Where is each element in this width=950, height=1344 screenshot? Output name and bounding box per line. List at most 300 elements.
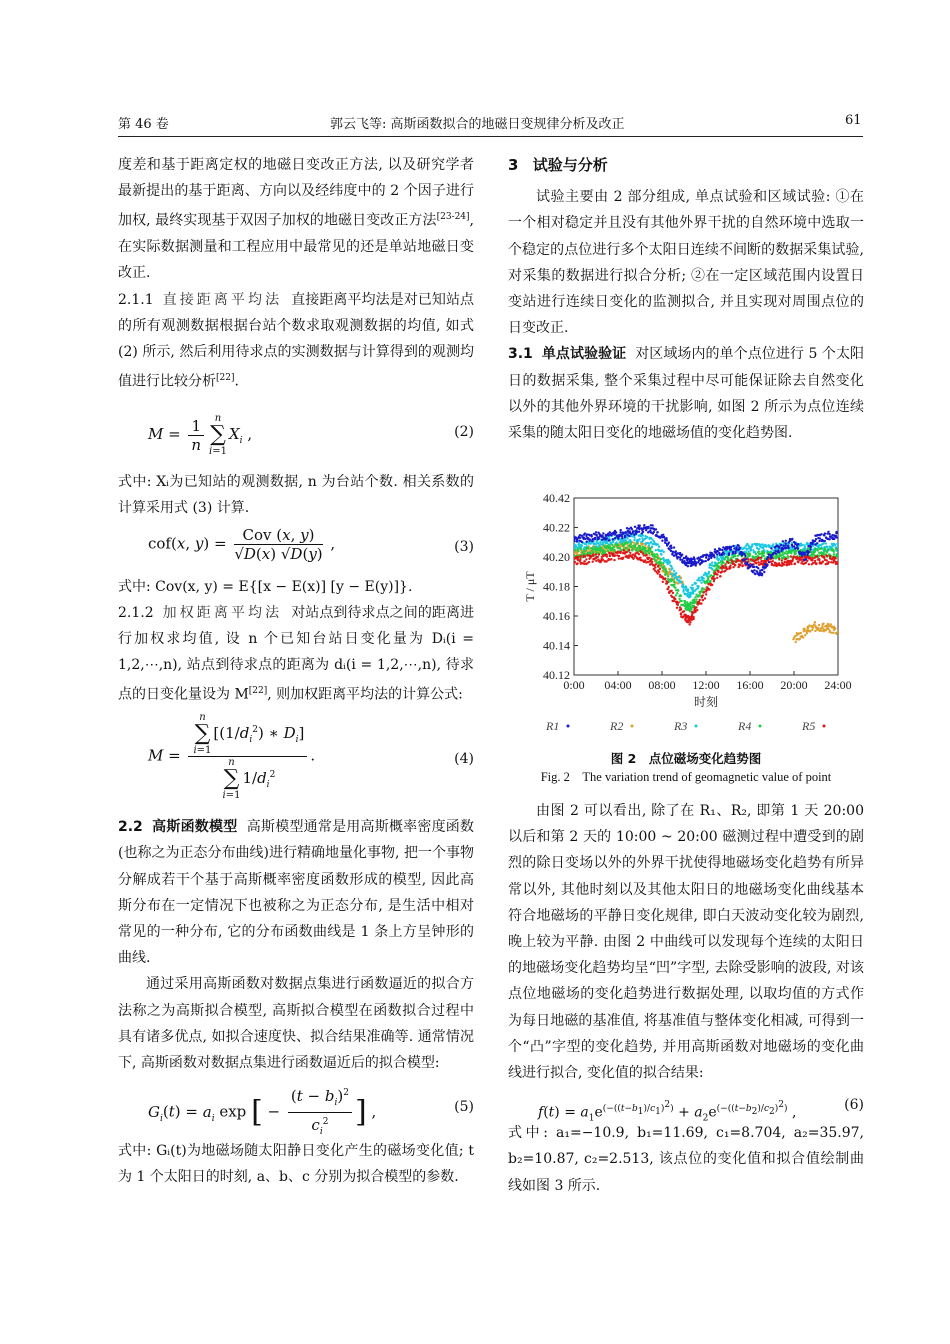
data-point [613,546,615,548]
data-point [729,567,731,569]
data-point [695,563,697,565]
page-number: 61 [845,113,862,128]
data-point [654,555,656,557]
data-point [673,583,675,585]
data-point [626,527,628,529]
paragraph-method-summary: 度差和基于距离定权的地磁日变改正方法, 以及研究学者最新提出的基于距离、方向以及经纬度中的 2 个因子进行加权, 最终实现基于双因子加权的地磁日变改正方法[23-24], 在实际数据测量和工程应用中最常见的还是单站地磁日变改正. [118,157,474,282]
data-point [822,542,824,544]
data-point [576,539,578,541]
data-point [648,544,650,546]
data-point [662,534,664,536]
data-point [683,600,685,602]
data-point [791,559,793,561]
data-point [823,550,825,552]
data-point [660,553,662,555]
data-point [608,539,610,541]
data-point [730,546,732,548]
y-tick-label: 40.12 [543,668,570,682]
data-point [673,581,675,583]
data-point [590,534,592,536]
data-point [677,590,679,592]
data-point [822,623,824,625]
data-point [674,598,676,600]
data-point [800,632,802,634]
legend-marker [759,725,762,728]
data-point [672,592,674,594]
data-point [705,560,707,562]
data-point [602,532,604,534]
data-point [657,565,659,567]
data-point [818,559,820,561]
data-point [814,621,816,623]
section-3-1: 3.1 单点试验验证 对区域场内的单个点位进行 5 个太阳日的数据采集, 整个采集过程中尽可能保证除去自然变化以外的其他外界环境的干扰影响, 如图 2 所示为点位连续采集的随太阳日变化的地磁场值的变化趋势图. [508,346,865,442]
data-point [595,531,597,533]
x-tick-label: 0:00 [563,678,585,692]
data-point [630,546,632,548]
data-point [660,558,662,560]
data-point [816,549,818,551]
data-point [692,616,694,618]
data-point [723,553,725,555]
data-point [829,538,831,540]
data-point [661,540,663,542]
data-point [833,551,835,553]
data-point [824,532,826,534]
data-point [651,551,653,553]
equation-2: M = $\frac{1}{n}$ n ∑ $i=1X_i$ , (2) [148,413,474,458]
x-tick-label: 16:00 [736,678,764,692]
data-point [662,581,664,583]
data-point [634,526,636,528]
data-point [721,549,723,551]
data-point [704,597,706,599]
data-point [724,563,726,565]
data-point [646,536,648,538]
data-point [751,543,753,545]
data-point [758,548,760,550]
data-point [634,545,636,547]
data-point [717,571,719,573]
data-point [667,588,669,590]
data-point [758,550,760,552]
data-point [642,531,644,533]
data-point [763,571,765,573]
data-point [575,544,577,546]
data-point [812,626,814,628]
data-point [815,538,817,540]
paragraph-gauss-fit: 通过采用高斯函数对数据点集进行函数逼近的拟合方法称之为高斯拟合模型, 高斯拟合模型在函数拟合过程中具有诸多优点, 如拟合速度快、拟合结果准确等. 通常情况下, 高斯函数对数据点集进行函数逼近后的拟合模型: [118,976,474,1072]
data-point [757,561,759,563]
citation: [23-24] [436,212,470,223]
data-point [606,555,608,557]
data-point [611,544,613,546]
data-point [599,549,601,551]
data-point [797,547,799,549]
data-point [827,623,829,625]
data-point [665,570,667,572]
data-point [790,551,792,553]
data-point [726,568,728,570]
data-point [639,546,641,548]
data-point [708,588,710,590]
data-point [671,579,673,581]
data-point [797,633,799,635]
figure-2-chart [508,478,864,740]
data-point [802,636,804,638]
data-point [757,567,759,569]
data-point [828,533,830,535]
data-point [787,556,789,558]
data-point [785,550,787,552]
section-2-1-1: 2.1.1 直接距离平均法 直接距离平均法是对已知站点的所有观测数据根据台站个数求取观测数据的均值, 如式 (2) 所示, 然后利用待求点的实测数据与计算得到的观测均值进行比较分析[22]. [118,291,475,390]
citation: [22] [248,686,268,697]
data-point [810,546,812,548]
data-point [778,558,780,560]
data-point [660,562,662,564]
data-point [785,540,787,542]
data-point [628,549,630,551]
data-point [722,562,724,564]
data-point [804,634,806,636]
data-point [818,624,820,626]
data-point [680,555,682,557]
data-point [709,580,711,582]
data-point [746,562,748,564]
data-point [718,552,720,554]
running-title: 郭云飞等: 高斯函数拟合的地磁日变规律分析及改正 [330,117,625,132]
data-point [743,546,745,548]
volume-label: 第 46 卷 [118,117,169,132]
data-point [610,558,612,560]
data-point [614,537,616,539]
data-point [768,561,770,563]
data-point [761,560,763,562]
data-point [835,548,837,550]
data-point [631,528,633,530]
data-point [579,558,581,560]
x-tick-label: 04:00 [604,678,632,692]
data-point [675,594,677,596]
data-point [797,543,799,545]
data-point [579,537,581,539]
x-tick-label: 12:00 [692,678,720,692]
data-point [668,568,670,570]
data-point [753,560,755,562]
data-point [632,558,634,560]
data-point [747,550,749,552]
equation-5: $G_i(t) = a_i$ exp [ − $\frac{(t - b_i)^2}{c_i^2}$ ] , (5) [118,1076,474,1138]
data-point [631,535,633,537]
data-point [756,570,758,572]
data-point [749,554,751,556]
data-point [708,572,710,574]
data-point [653,531,655,533]
data-point [663,565,665,567]
y-tick-label: 40.14 [543,638,570,653]
data-point [673,570,675,572]
data-point [772,543,774,545]
data-point [753,566,755,568]
data-point [713,565,715,567]
data-point [649,530,651,532]
data-point [835,557,837,559]
data-point [655,549,657,551]
data-point [705,593,707,595]
data-point [642,546,644,548]
data-point [695,606,697,608]
data-point [707,583,709,585]
equation-6-note: 式中: a₁=−10.9, b₁=11.69, c₁=8.704, a₂=35.97, b₂=10.87, c₂=2.513, 该点位的变化值和拟合值绘制曲线如图 3 所示. [508,1125,864,1194]
data-point [592,561,594,563]
data-point [689,595,691,597]
data-point [675,550,677,552]
data-point [708,558,710,560]
data-point [657,543,659,545]
data-point [784,544,786,546]
data-point [669,561,671,563]
y-tick-label: 40.20 [543,550,570,564]
data-point [615,531,617,533]
data-point [797,561,799,563]
section-title: 单点试验验证 [541,346,627,363]
data-point [818,540,820,542]
legend-marker [567,725,570,728]
data-point [617,544,619,546]
data-point [691,584,693,586]
data-point [618,555,620,557]
data-point [584,549,586,551]
data-point [816,542,818,544]
data-point [820,533,822,535]
data-point [594,538,596,540]
data-point [826,546,828,548]
data-point [651,546,653,548]
data-point [721,554,723,556]
data-point [751,564,753,566]
data-point [592,553,594,555]
data-point [671,567,673,569]
data-point [683,610,685,612]
data-point [583,563,585,565]
data-point [742,564,744,566]
data-point [716,553,718,555]
equation-3: cof(x, y) = $\frac{\text{Cov (x, y)}}{√D(x) √D(y)}$ , (3) [148,525,474,563]
section-2-2: 2.2 高斯函数模型 高斯模型通常是用高斯概率密度函数(也称之为正态分布曲线)进行精确地量化事物, 把一个事物分解成若干个基于高斯概率密度函数形成的模型, 因此高斯分布在一定情况下也被称之为正态分布, 是生活中相对常见的一种分布, 它的分布函数曲线是 1 条上方呈钟形的曲线. [118,819,475,967]
y-tick-label: 40.22 [543,520,570,535]
data-point [695,599,697,601]
data-point [727,562,729,564]
legend-label: R1 [546,719,560,733]
data-point [816,555,818,557]
data-point [655,560,657,562]
data-point [699,599,701,601]
data-point [700,602,702,604]
data-point [794,552,796,554]
data-point [787,547,789,549]
data-point [655,563,657,565]
data-point [761,574,763,576]
data-point [810,548,812,550]
data-point [597,542,599,544]
data-point [703,588,705,590]
data-point [657,557,659,559]
data-point [730,548,732,550]
data-point [758,557,760,559]
data-point [702,594,704,596]
data-point [624,536,626,538]
data-point [746,548,748,550]
legend-label: R3 [674,719,688,733]
citation: [22] [216,373,235,384]
data-point [648,557,650,559]
data-point [620,529,622,531]
data-point [803,629,805,631]
data-point [584,555,586,557]
data-point [680,595,682,597]
section-title: 试验与分析 [532,156,608,174]
data-point [804,546,806,548]
data-point [714,578,716,580]
equation-2-note: 式中: Xᵢ为已知站的观测数据, n 为台站个数. 相关系数的计算采用式 (3) 计算. [118,474,474,517]
data-point [663,551,665,553]
data-point [760,557,762,559]
data-point [754,572,756,574]
data-point [738,560,740,562]
data-point [614,554,616,556]
data-point [629,530,631,532]
data-point [820,548,822,550]
section-title: 高斯函数模型 [152,819,238,836]
data-point [658,546,660,548]
data-point [778,551,780,553]
data-point [795,550,797,552]
data-point [580,548,582,550]
data-point [761,569,763,571]
data-point [799,638,801,640]
data-point [733,547,735,549]
data-point [668,586,670,588]
right-column-top [508,152,864,446]
data-point [814,630,816,632]
data-point [613,559,615,561]
data-point [674,574,676,576]
data-point [644,547,646,549]
data-point [635,542,637,544]
data-point [609,555,611,557]
data-point [659,568,661,570]
data-point [832,632,834,634]
data-point [827,531,829,533]
data-point [687,588,689,590]
data-point [826,555,828,557]
data-point [724,558,726,560]
data-point [676,592,678,594]
data-point [576,562,578,564]
data-point [717,562,719,564]
data-point [739,564,741,566]
data-point [700,562,702,564]
data-point [580,555,582,557]
data-point [633,539,635,541]
data-point [785,557,787,559]
data-point [688,623,690,625]
data-point [606,537,608,539]
data-point [629,542,631,544]
data-point [738,545,740,547]
legend-label: R5 [802,719,816,733]
data-point [719,575,721,577]
data-point [741,562,743,564]
data-point [721,570,723,572]
data-point [639,525,641,527]
data-point [808,563,810,565]
data-point [612,541,614,543]
data-point [625,539,627,541]
data-point [598,537,600,539]
equation-number: (5) [454,1099,474,1116]
data-point [694,596,696,598]
section-title: 直接距离平均法 [162,291,283,308]
figure-2-caption: 图 2 点位磁场变化趋势图 Fig. 2 The variation trend of geomagnetic value of point [540,751,832,784]
data-point [818,554,820,556]
data-point [610,534,612,536]
data-point [763,555,765,557]
data-point [645,554,647,556]
data-point [625,531,627,533]
x-tick-label: 08:00 [648,678,676,692]
data-point [660,564,662,566]
data-point [685,586,687,588]
data-point [679,552,681,554]
data-point [632,548,634,550]
data-point [790,563,792,565]
data-point [638,553,640,555]
section-2-1-2: 2.1.2 加权距离平均法 对站点到待求点之间的距离进行加权求均值, 设 n 个已知台站日变化量为 Dᵢ(i = 1,2,⋯,n), 站点到待求点的距离为 dᵢ(i = 1,2,⋯,n), 待求点的日变化量设为 M[22], 则加权距离平均法的计算公式: [118,604,475,704]
data-point [753,569,755,571]
data-point [824,540,826,542]
data-point [706,573,708,575]
data-point [599,541,601,543]
data-point [680,608,682,610]
data-point [767,556,769,558]
data-point [714,548,716,550]
x-axis-label: 时刻 [693,695,719,709]
data-point [711,584,713,586]
data-point [680,581,682,583]
data-point [703,560,705,562]
data-point [697,585,699,587]
data-point [728,554,730,556]
y-tick-label: 40.18 [543,579,570,594]
equation-5-note: 式中: Gᵢ(t)为地磁场随太阳静日变化产生的磁场变化值; t 为 1 个太阳日的时刻, a、b、c 分别为拟合模型的参数. [118,1143,474,1186]
data-point [790,555,792,557]
data-point [579,534,581,536]
data-point [806,542,808,544]
data-point [600,547,602,549]
data-point [811,629,813,631]
y-axis-label: T / μT [523,571,537,602]
data-point [588,561,590,563]
data-point [806,632,808,634]
data-point [744,555,746,557]
data-point [833,538,835,540]
data-point [672,551,674,553]
data-point [766,564,768,566]
data-point [645,529,647,531]
data-point [795,641,797,643]
data-point [590,552,592,554]
data-point [670,545,672,547]
